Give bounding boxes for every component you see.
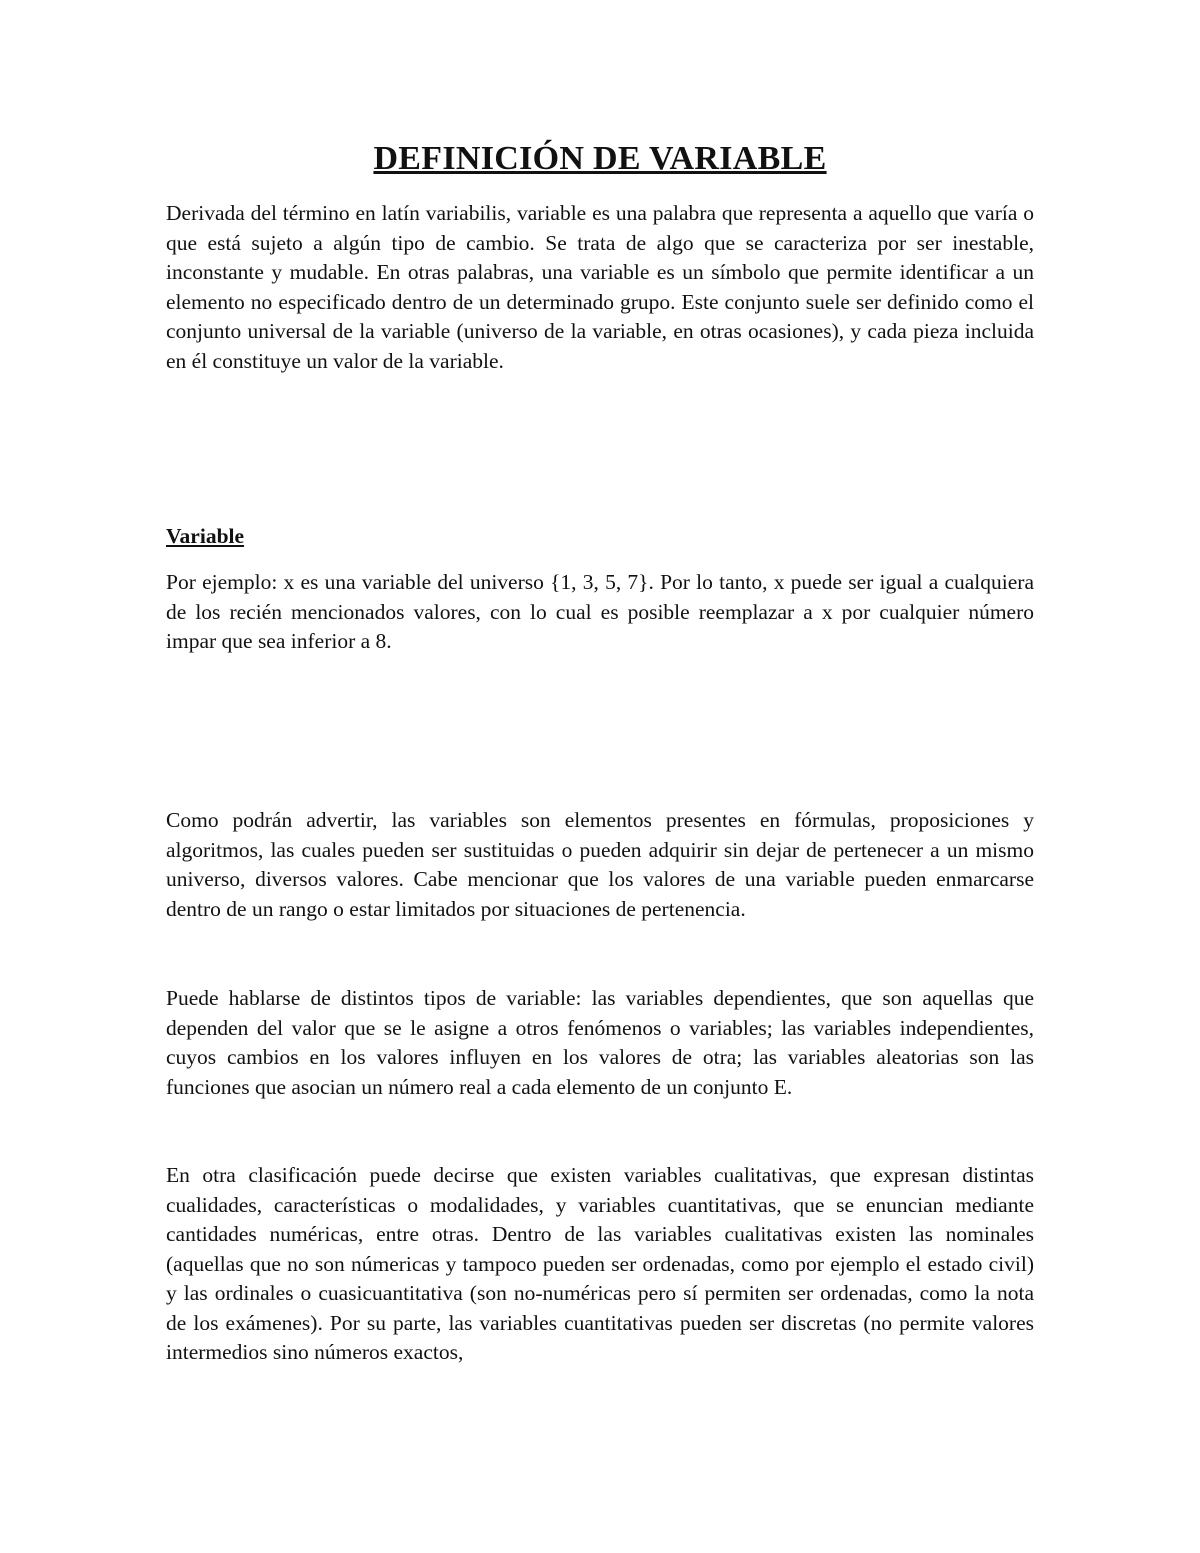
document-title: DEFINICIÓN DE VARIABLE — [373, 140, 827, 177]
section-heading-variable: Variable — [166, 524, 245, 548]
paragraph-types: Puede hablarse de distintos tipos de variable: las variables dependientes, que son aquellas que dependen del valor que se le asigne a otros fenómenos o variables; las variables independientes, cuyos cambios en los valores influyen en los valores de otra; las variables aleatorias son las funciones que asocian un número real a cada elemento de un conjunto E. — [166, 986, 1034, 1099]
paragraph-classification: En otra clasificación puede decirse que existen variables cualitativas, que expresan distintas cualidades, características o modalidades, y variables cuantitativas, que se enuncian mediante cantidades numéricas, entre otras. Dentro de las variables cualitativas existen las nominales (aquellas que no son númericas y tampoco pueden ser ordenadas, como por ejemplo el estado civil) y las ordinales o cuasicuantitativa (son no-numéricas pero sí permiten ser ordenadas, como la nota de los exámenes). Por su parte, las variables cuantitativas pueden ser discretas (no permite valores intermedios sino números exactos, — [166, 1163, 1034, 1364]
paragraph-example: Por ejemplo: x es una variable del universo {1, 3, 5, 7}. Por lo tanto, x puede ser igual a cualquiera de los recién mencionados valores, con lo cual es posible reemplazar a x por cualquier número impar que sea inferior a 8. — [166, 570, 1034, 653]
paragraph-definition: Derivada del término en latín variabilis, variable es una palabra que representa a aquello que varía o que está sujeto a algún tipo de cambio. Se trata de algo que se caracteriza por ser inestable, inconstante y mudable. En otras palabras, una variable es un símbolo que permite identificar a un elemento no especificado dentro de un determinado grupo. Este conjunto suele ser definido como el conjunto universal de la variable (universo de la variable, en otras ocasiones), y cada pieza incluida en él constituye un valor de la variable. — [166, 201, 1034, 373]
paragraph-elements: Como podrán advertir, las variables son elementos presentes en fórmulas, proposiciones y algoritmos, las cuales pueden ser sustituidas o pueden adquirir sin dejar de pertenecer a un mismo universo, diversos valores. Cabe mencionar que los valores de una variable pueden enmarcarse dentro de un rango o estar limitados por situaciones de pertenencia. — [166, 808, 1034, 921]
